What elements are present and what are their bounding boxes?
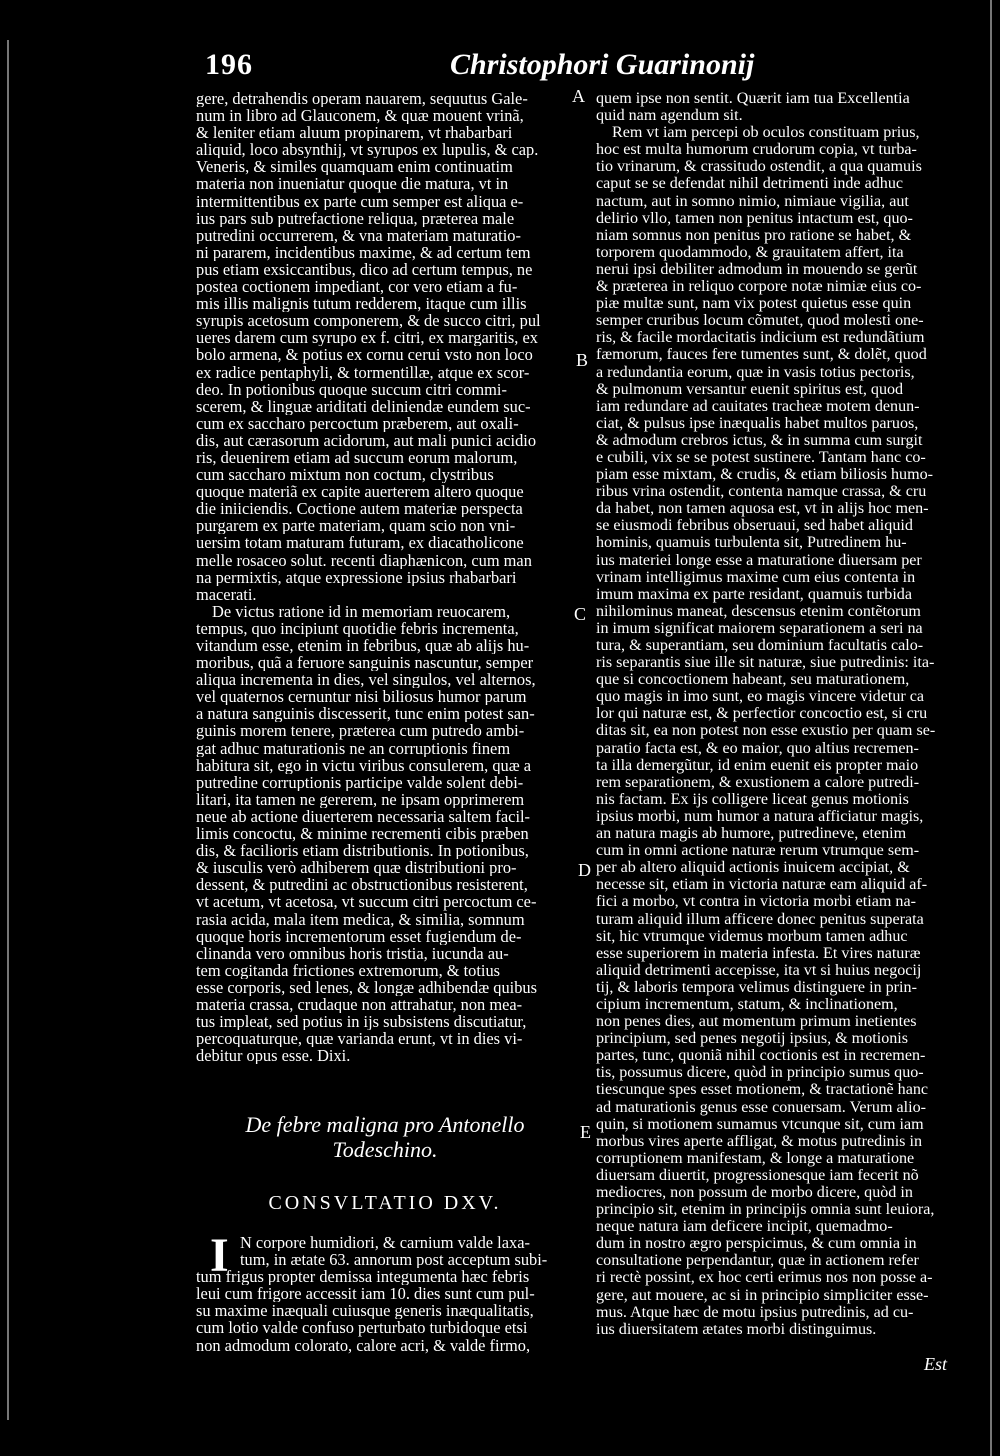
text-line: ni pararem, incidentibus maxime, & ad certum tem	[196, 243, 531, 261]
text-line: hominis, quamuis turbulenta sit, Putredinem hu-	[596, 534, 907, 552]
text-line: ris, & facile mordacitatis indicium est redundãtium	[596, 329, 925, 347]
text-line: delirio vllo, tamen non penitus intactum est, quo-	[596, 209, 913, 227]
text-line: fæmorum, fauces fere tumentes sunt, & dolẽt, quod	[596, 346, 927, 364]
text-line: semper cruribus locum cõmutet, quod molesti one-	[596, 312, 924, 330]
text-line: clinanda vero omnibus horis tristia, iucunda au-	[196, 944, 509, 962]
text-line: & leniter etiam aluum propinarem, vt rhabarbari	[196, 124, 513, 142]
section-title-line-2: Todeschino.	[332, 1137, 438, 1162]
text-line: quem ipse non sentit. Quærit iam tua Excellentia	[596, 90, 910, 107]
margin-letter-d: D	[578, 860, 591, 880]
text-line: syrupis acetosum componerem, & de succo citri, pul	[196, 312, 541, 330]
text-line: ius pars sub putrefactione reliqua, præterea male	[196, 209, 515, 227]
text-line: nis factam. Ex ijs colligere liceat genus motionis	[596, 790, 909, 808]
text-line: pus etiam exsiccantibus, dico ad certum tempus, ne	[196, 260, 533, 279]
margin-letter-a: A	[572, 86, 585, 106]
running-title: Christophori Guarinonij	[450, 48, 755, 81]
left-column-lines	[196, 90, 574, 1064]
text-line: dis, & facilioris etiam distributionis. In potionibus,	[196, 842, 529, 860]
text-line: partes, tunc, quoniã nihil coctionis est in recremen-	[596, 1047, 926, 1065]
text-line: materia crassa, crudaque non attrahatur, non mea-	[196, 995, 523, 1014]
margin-letter-c: C	[574, 604, 587, 624]
text-line: an natura magis ab humore, putredineve, etenim	[596, 825, 907, 843]
right-column-lines	[596, 90, 968, 1338]
text-line: N corpore humidiori, & carnium valde laxa-	[240, 1234, 530, 1252]
text-line: gere, detrahendis operam nauarem, sequutus Gale-	[196, 90, 528, 108]
text-line: gat adhuc maturationis ne an corruptionis finem	[196, 739, 511, 757]
margin-letter-b: B	[576, 350, 589, 370]
text-line: leui cum frigore accessit iam 10. dies sunt cum pul-	[196, 1285, 535, 1303]
text-line: litari, ita tamen ne gererem, ne ipsam opprimerem	[196, 790, 525, 808]
text-line: necesse sit, etiam in victoria naturæ eam aliquid af-	[596, 876, 928, 894]
text-line: ius materiei longe esse a maturatione diuersam per	[596, 551, 922, 569]
text-line: ris separantis siue ille sit naturæ, siue putredinis: ita-	[596, 654, 935, 672]
text-line: corruptionem manifestam, & longe a maturatione	[596, 1149, 915, 1167]
text-line: & iusculis verò adhiberem quæ distributioni pro-	[196, 859, 517, 877]
text-line: ueres darem cum syrupo ex f. citri, ex margaritis, ex	[196, 329, 538, 347]
text-line: tij, & laboris tempora velimus distinguere in prin-	[596, 978, 917, 996]
text-line: ditas sit, ea non potest non esse exustio per quam se-	[596, 722, 936, 740]
left-column	[196, 90, 574, 1064]
text-line: imum maxima ex parte residant, quamuis turbida	[596, 585, 912, 603]
text-line: principio sit, etenim in principijs omnia sunt leuiora,	[596, 1201, 935, 1219]
section-title-line-1: De febre maligna pro Antonello	[245, 1112, 525, 1137]
text-line: ri rectè possint, ex hoc certi erimus nos non posse a-	[596, 1269, 933, 1287]
text-line: esse corporis, sed lenes, & longæ adhibendæ quibus	[196, 978, 537, 996]
text-line: deo. In potionibus quoque succum citri commi-	[196, 380, 507, 398]
text-line: rem separationem, & exustionem a calore putredi-	[596, 773, 920, 791]
text-line: De victus ratione id in memoriam reuocarem,	[212, 602, 511, 620]
text-line: tum frigus propter demissa integumenta hæc febris	[196, 1268, 530, 1286]
margin-letter-e: E	[580, 1122, 591, 1142]
text-line: ris, deuenirem etiam ad succum eorum malorum,	[196, 448, 518, 467]
text-line: tempus, quo incipiunt quotidie febris incrementa,	[196, 619, 519, 637]
text-line: ad maturationis genus esse conuersam. Verum alio-	[596, 1098, 926, 1116]
text-line: piæ multæ sunt, nam vix potest quietus esse quin	[596, 295, 912, 313]
text-line: tura, & superantiam, seu dominium facultatis calo-	[596, 637, 924, 654]
text-line: cum lotio valde confuso perturbato turbidoque etsi	[196, 1319, 528, 1337]
consultatio-text	[196, 1229, 574, 1354]
text-line: scerem, & linguæ ariditati deliniendæ eundem suc-	[196, 397, 531, 415]
text-line: & pulmonum versantur euenit spiritus est, quod	[596, 380, 904, 398]
text-line: esse superiorem in materia infesta. Et vires naturæ	[596, 944, 921, 962]
text-line: neque natura iam deficere incipit, quemadmo-	[596, 1218, 893, 1236]
text-line: ribus vrina ostendit, contenta namque crassa, & cru	[596, 483, 927, 501]
text-line: aliqua incrementa in dies, vel singulos, vel alternos,	[196, 671, 536, 689]
text-line: gere, aut mouere, ac si in principio simpliciter esse-	[596, 1286, 929, 1304]
text-line: macerati.	[196, 585, 257, 603]
text-line: moribus, quã a feruore sanguinis nascuntur, semper	[196, 654, 534, 672]
catchword: Est	[924, 1354, 948, 1374]
text-line: nihilominus maneat, descensus etenim contẽtorum	[596, 602, 921, 620]
text-line: vrinam intelligimus maxime cum eius contenta in	[596, 568, 916, 586]
text-line: na permixtis, atque expressione ipsius rhabarbari	[196, 568, 517, 586]
text-line: materia non inueniatur quoque die matura, vt in	[196, 175, 509, 193]
text-line: paratio facta est, & eo maior, quo altius recremen-	[596, 739, 919, 757]
text-line: a redundantia eorum, quæ in vasis totius pectoris,	[596, 363, 915, 381]
text-line: neue ab actione diuerterem necessaria saltem facil-	[196, 807, 531, 826]
text-line: caput se se defendat nihil detrimenti inde adhuc	[596, 175, 904, 193]
text-line: quin, si motionem sumamus vtcunque sit, cum iam	[596, 1115, 924, 1133]
text-line: dessent, & putredini ac obstructionibus resisterent,	[196, 876, 528, 894]
text-line: tem cogitanda frictiones extremorum, & totius	[196, 961, 501, 979]
text-line: dis, aut cærasorum acidorum, aut mali punici acidio	[196, 431, 537, 449]
text-line: dum in nostro ægro perspicimus, & cum omnia in	[596, 1235, 917, 1253]
text-line: cum in omni actione naturæ rerum vtrumque sem-	[596, 842, 920, 860]
text-line: sit, hic vtrumque videmus morbum tamen adhuc	[596, 927, 908, 945]
text-line: ta illa demergũtur, id enim euenit eis propter maio	[596, 756, 919, 774]
text-line: hoc est multa humorum crudorum copia, vt turba-	[596, 141, 917, 159]
text-line: consultatione perpendantur, quæ in actionem refer	[596, 1252, 919, 1270]
text-line: turam aliquid illum afficere donec penitus superata	[596, 910, 924, 928]
consultatio-lines	[196, 1229, 574, 1354]
text-line: & admodum crebros ictus, & in summa cum surgit	[596, 431, 923, 449]
text-line: tus impleat, sed potius in ijs subsistens discutiatur,	[196, 1013, 527, 1031]
text-line: lor qui naturæ est, & perfectior concoctio est, si cru	[596, 705, 928, 723]
text-line: guinis morem tenere, præterea cum putredo ambi-	[196, 722, 525, 740]
text-line: piam esse mixtam, & crudis, & etiam biliosis humo-	[596, 466, 934, 484]
text-line: aliquid detrimenti accepisse, ita vt si huius negocij	[596, 961, 922, 979]
text-line: vel quaternos cernuntur nisi biliosus humor parum	[196, 688, 527, 706]
text-line: niam somnus non penitus pro ratione se habet, &	[596, 226, 912, 244]
text-line: rasia acida, mala item medica, & similia, somnum	[196, 910, 525, 928]
text-line: die iniiciendis. Coctione autem materiæ perspecta	[196, 500, 523, 518]
text-line: quoque horis incrementorum esset fugiendum de-	[196, 927, 522, 945]
text-line: purgarem ex parte materiam, quam scio non vni-	[196, 517, 516, 535]
text-line: tum, in ætate 63. annorum post acceptum subi-	[240, 1251, 548, 1269]
text-line: aliquid, loco absynthij, vt syrupos ex lupulis, & cap.	[196, 141, 539, 159]
text-line: putredini occurrerem, & vna materiam maturatio-	[196, 226, 521, 244]
text-line: ius diuersitatem ætates morbi distinguimus.	[596, 1320, 877, 1338]
text-line: per ab altero aliquid actionis inuicem accipiat, &	[596, 859, 910, 877]
text-line: limis concoctu, & minime recrementi cibis præben	[196, 825, 529, 843]
text-line: iam redundare ad cauitates tracheæ motem denun-	[596, 397, 920, 415]
text-line: quo magis in imo sunt, eo magis vincere videtur ca	[596, 688, 925, 706]
text-line: torporem quodammodo, & grauitatem affert, ita	[596, 243, 904, 261]
text-line: cipium incrementum, statum, & inclinationem,	[596, 995, 898, 1013]
text-line: fici a morbo, vt contra in victoria morbi etiam na-	[596, 893, 916, 911]
text-line: putredine corruptionis participe valde solent debi-	[196, 773, 524, 791]
text-line: non admodum colorato, calore acri, & valde firmo,	[196, 1336, 531, 1354]
text-line: tiescunque spes esset motionem, & tractationẽ hanc	[596, 1081, 929, 1099]
text-line: postea coctionem impediant, cor vero etiam a fu-	[196, 278, 518, 296]
page-header	[205, 48, 755, 90]
right-column	[596, 90, 968, 1338]
page-edge-left	[7, 40, 9, 1420]
drop-cap: I	[210, 1229, 229, 1282]
text-line: tis, possumus dicere, quòd in principio sumus quo-	[596, 1064, 924, 1082]
text-line: e cubili, vix se se potest sustinere. Tantam hanc co-	[596, 448, 926, 466]
text-line: bolo armena, & potius ex cornu cerui vsto non loco	[196, 346, 533, 364]
text-line: nactum, aut in somno nimio, nimiaue vigilia, aut	[596, 192, 909, 210]
text-line: Rem vt iam percepi ob oculos constituam prius,	[612, 124, 920, 142]
text-line: vt acetum, vt acetosa, vt succum citri percoctum ce-	[196, 893, 537, 911]
text-line: ciat, & pulsus ipse inæqualis habet multos paruos,	[596, 414, 919, 432]
text-line: morbus vires aperte affligat, & motus putredinis in	[596, 1132, 922, 1150]
text-line: tio vrinarum, & crassitudo ostendit, a qua quamuis	[596, 158, 922, 176]
text-line: mediocres, non possum de morbo dicere, quòd in	[596, 1184, 913, 1201]
text-line: uersim totam maturam futuram, ex diacatholicone	[196, 534, 524, 552]
text-line: non penes dies, aut momentum primum inetientes	[596, 1013, 917, 1031]
page-edge-right	[990, 0, 992, 1456]
consultatio-heading: CONSVLTATIO DXV.	[268, 1192, 502, 1214]
text-line: intermittentibus ex parte cum semper est aliqua e-	[196, 192, 524, 210]
text-line: habitura sit, ego in victu viribus consulerem, quæ a	[196, 756, 532, 774]
text-line: quid nam agendum sit.	[596, 107, 743, 125]
text-line: num in libro ad Glauconem, & quæ mouent vrinã,	[196, 107, 524, 125]
text-line: diuersam diuertit, progressionesque iam fecerit nõ	[596, 1166, 919, 1184]
text-line: & præterea in reliquo corpore notæ nimiæ eius co-	[596, 278, 922, 296]
text-line: su maxime inæquali cuiusque generis inæqualitatis,	[196, 1302, 534, 1320]
text-line: que si concoctionem habeant, seu maturationem,	[596, 671, 910, 689]
text-line: a natura sanguinis discesserit, tunc enim potest san-	[196, 705, 535, 723]
text-line: debitur opus esse. Dixi.	[196, 1047, 351, 1065]
text-line: Veneris, & similes quamquam enim continuatim	[196, 158, 513, 176]
text-line: vitandum esse, etenim in febribus, quæ ab alijs hu-	[196, 637, 530, 655]
text-line: cum saccharo mixtum non coctum, clystribus	[196, 466, 494, 484]
text-line: cum ex saccharo percoctum præberem, aut oxali-	[196, 414, 519, 432]
text-line: principium, sed penes negotij ipsius, & motionis	[596, 1030, 909, 1048]
text-line: in imum significat maiorem separationem a seri na	[596, 619, 923, 637]
text-line: melle rosaceo solut. recenti diaphænicon, cum man	[196, 551, 532, 569]
page-number: 196	[205, 48, 253, 81]
text-line: ex radice pentaphyli, & tormentillæ, atque ex scor-	[196, 363, 530, 381]
text-line: se eiusmodi febribus obseruaui, sed habet aliquid	[596, 517, 913, 535]
text-line: percoquaturque, quæ varianda erunt, vt in dies vi-	[196, 1030, 523, 1048]
section-title	[196, 1112, 574, 1162]
text-line: mis illis malignis tutum redderem, itaque cum illis	[196, 295, 527, 313]
text-line: nerui ipsi debiliter admodum in mouendo se gerũt	[596, 260, 918, 278]
text-line: ipsius morbi, num humor a natura afficiatur magis,	[596, 807, 924, 825]
text-line: da habet, non tamen aquosa est, vt in alijs hoc men-	[596, 500, 929, 518]
text-line: mus. Atque hæc de motu ipsius putredinis, ad cu-	[596, 1303, 914, 1321]
text-line: quoque materiã ex capite auerterem altero quoque	[196, 483, 524, 501]
